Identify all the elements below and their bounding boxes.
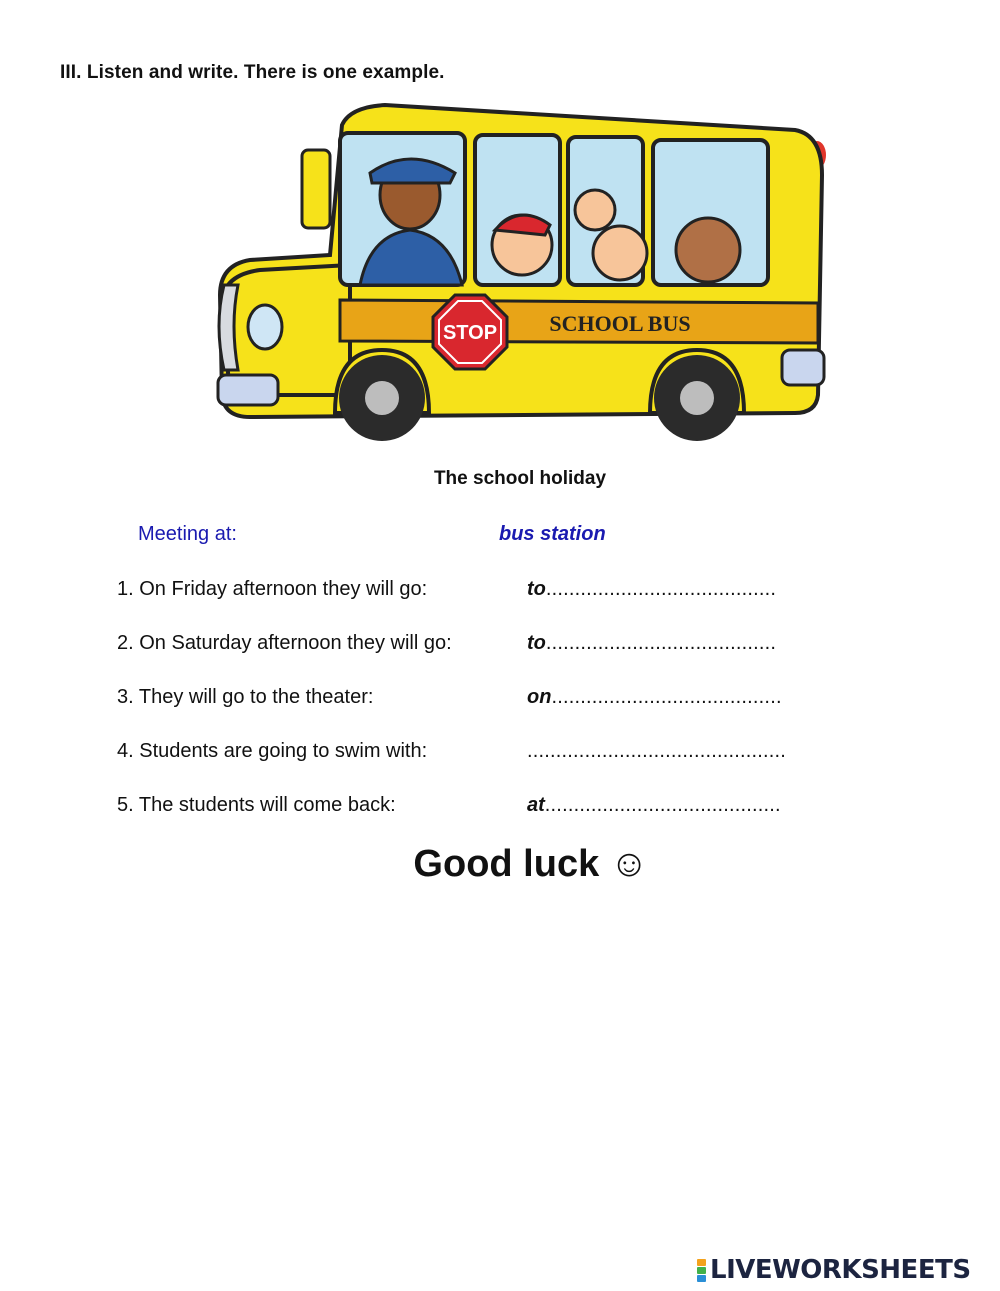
- question-row: [117, 683, 837, 711]
- example-label: Meeting at:: [138, 523, 237, 545]
- answer-preposition: to: [527, 632, 546, 654]
- answer-dots: ........................................: [545, 632, 777, 654]
- answer-dots: .........................................: [544, 794, 781, 816]
- answer-preposition: on: [527, 686, 552, 708]
- closing-message: Good luck ☺: [413, 843, 649, 885]
- question-label: 3. They will go to the theater:: [117, 686, 374, 708]
- section-title: The school holiday: [433, 468, 607, 489]
- answer-preposition: at: [527, 794, 545, 816]
- answer-dots: .............................................: [527, 740, 787, 762]
- question-row: [117, 575, 837, 603]
- instruction-heading: III. Listen and write. There is one example.: [60, 62, 445, 83]
- brand-blocks-icon: [697, 1259, 706, 1282]
- answer-preposition: to: [527, 578, 546, 600]
- example-row: [138, 520, 838, 548]
- answer-blank[interactable]: [527, 575, 776, 603]
- brand-name: LIVEWORKSHEETS: [710, 1255, 971, 1285]
- answer-dots: ........................................: [551, 686, 782, 708]
- answer-blank[interactable]: [527, 683, 782, 711]
- answer-blank[interactable]: [527, 791, 781, 819]
- question-row: [117, 629, 837, 657]
- question-label: 5. The students will come back:: [117, 794, 396, 816]
- example-answer: bus station: [499, 523, 606, 545]
- answer-blank[interactable]: [527, 737, 786, 765]
- school-bus-illustration: [210, 95, 835, 450]
- question-row: [117, 737, 837, 765]
- answer-dots: ........................................: [545, 578, 777, 600]
- answer-blank[interactable]: [527, 629, 776, 657]
- school-bus-text: SCHOOL BUS: [549, 311, 691, 336]
- liveworksheets-logo: [697, 1255, 971, 1285]
- question-label: 2. On Saturday afternoon they will go:: [117, 632, 452, 654]
- question-label: 4. Students are going to swim with:: [117, 740, 428, 762]
- question-row: [117, 791, 837, 819]
- question-label: 1. On Friday afternoon they will go:: [117, 578, 428, 600]
- stop-sign-text: STOP: [442, 322, 498, 344]
